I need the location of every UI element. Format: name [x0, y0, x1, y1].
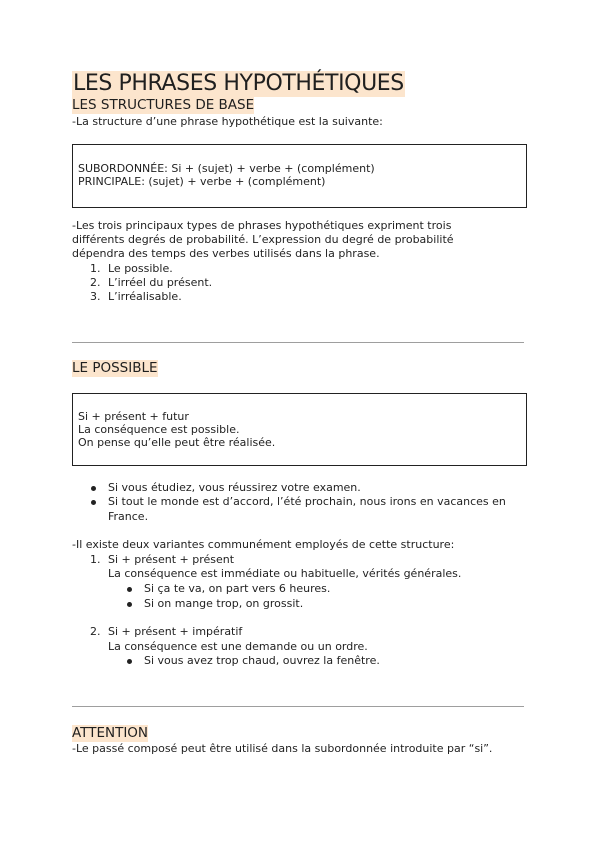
box-line: On pense qu’elle peut être réalisée.: [78, 436, 276, 449]
bullet-item: Si tout le monde est d’accord, l’été prochain, nous irons en vacances en: [108, 495, 506, 508]
list-item: Le possible.: [108, 262, 173, 275]
bullet-icon: [127, 587, 132, 592]
variant-title: Si + présent + impératif: [108, 625, 243, 638]
variant-title: Si + présent + présent: [108, 553, 235, 566]
structure-intro: -La structure d’une phrase hypothétique est la suivante:: [72, 115, 383, 128]
bullet-item: Si vous étudiez, vous réussirez votre examen.: [108, 481, 361, 494]
list-number: 3.: [90, 290, 101, 303]
variant-description: La conséquence est une demande ou un ordre.: [108, 640, 368, 653]
page-title: LES PHRASES HYPOTHÉTIQUES: [73, 71, 404, 96]
bullet-icon: [91, 486, 96, 491]
bullet-icon: [91, 500, 96, 505]
bullet-icon: [127, 659, 132, 664]
list-item: L’irréalisable.: [108, 290, 182, 303]
bullet-item-continued: France.: [108, 510, 149, 523]
list-number: 1.: [90, 553, 101, 566]
divider: [72, 342, 524, 343]
box-line-subordonnee: SUBORDONNÉE: Si + (sujet) + verbe + (complément): [78, 162, 375, 175]
variant-example: Si on mange trop, on grossit.: [144, 597, 304, 610]
paragraph-line: dépendra des temps des verbes utilisés dans la phrase.: [72, 247, 380, 260]
paragraph-line: différents degrés de probabilité. L’expression du degré de probabilité: [72, 233, 454, 246]
list-number: 2.: [90, 276, 101, 289]
possible-box: [72, 393, 527, 466]
variant-example: Si vous avez trop chaud, ouvrez la fenêtre.: [144, 654, 380, 667]
paragraph-line: -Les trois principaux types de phrases hypothétiques expriment trois: [72, 219, 452, 232]
structure-box: [72, 144, 527, 208]
bullet-icon: [127, 602, 132, 607]
attention-text: -Le passé composé peut être utilisé dans la subordonnée introduite par “si”.: [72, 742, 493, 755]
list-item: L’irréel du présent.: [108, 276, 213, 289]
variant-description: La conséquence est immédiate ou habituelle, vérités générales.: [108, 567, 462, 580]
box-line-principale: PRINCIPALE: (sujet) + verbe + (complément): [78, 175, 326, 188]
section-heading-possible: LE POSSIBLE: [72, 360, 158, 376]
variants-intro: -Il existe deux variantes communément employés de cette structure:: [72, 538, 455, 551]
section-heading-structures: LES STRUCTURES DE BASE: [72, 97, 255, 113]
section-heading-attention: ATTENTION: [72, 725, 149, 741]
divider: [72, 706, 524, 707]
box-line: Si + présent + futur: [78, 410, 189, 423]
list-number: 2.: [90, 625, 101, 638]
variant-example: Si ça te va, on part vers 6 heures.: [144, 582, 331, 595]
box-line: La conséquence est possible.: [78, 423, 240, 436]
list-number: 1.: [90, 262, 101, 275]
